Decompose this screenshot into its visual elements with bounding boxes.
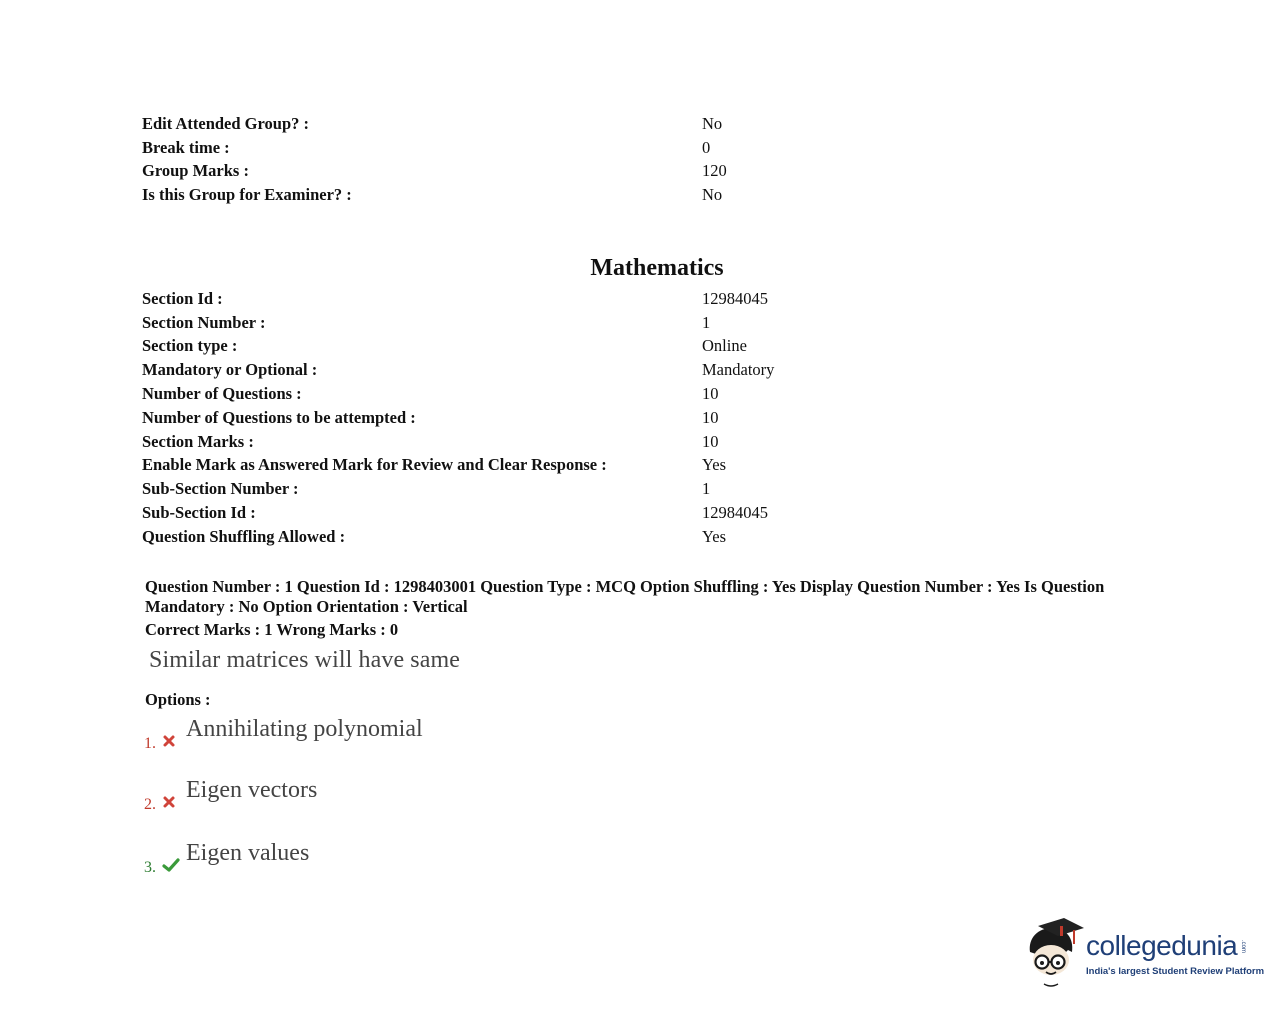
question-marks: Correct Marks : 1 Wrong Marks : 0 [145,620,399,639]
field-value: 0 [702,137,711,157]
option-number: 3. [144,859,156,876]
cross-icon [162,734,180,752]
field-value: 12984045 [702,288,768,308]
field-label: Break time : [142,137,230,157]
logo-wordmark: collegedunia [1086,930,1238,961]
mascot-icon [1024,916,1086,992]
field-label: Number of Questions : [142,384,302,404]
options-label: Options : [145,690,211,709]
group-info-row [142,112,902,136]
section-title: Mathematics [590,255,724,281]
section-info-row [142,406,902,430]
check-icon [162,857,180,875]
group-info-table [142,112,902,207]
group-info-row [142,136,902,160]
field-value: No [702,113,723,133]
section-info-row [142,335,902,359]
section-info-row [142,454,902,478]
field-value: 10 [702,384,719,404]
option-number: 2. [144,796,156,813]
field-value: 1 [702,312,711,332]
field-label: Section type : [142,336,238,356]
section-info-row [142,311,902,335]
field-value: 1 [702,479,711,499]
field-label: Number of Questions to be attempted : [142,407,416,427]
option-text: Annihilating polynomial [186,716,423,742]
field-value: Yes [702,455,727,475]
cross-icon [162,795,180,813]
field-label: Mandatory or Optional : [142,360,318,380]
field-value: Yes [702,526,727,546]
logo-suffix: .com [1240,940,1246,954]
field-label: Section Number : [142,312,266,332]
field-value: Online [702,336,747,356]
group-info-row [142,183,902,207]
section-info-row [142,477,902,501]
question-meta: Question Number : 1 Question Id : 1298403001 Question Type : MCQ Option Shuffling : Yes Display Question Number : Yes Is Question Mandatory : No Option Orientation : Vertical [145,577,1105,616]
section-info-table [142,287,902,549]
field-label: Question Shuffling Allowed : [142,526,346,546]
question-text: Similar matrices will have same [149,647,461,673]
collegedunia-logo [1024,916,1265,996]
field-value: 10 [702,407,719,427]
logo-tagline: India's largest Student Review Platform [1086,966,1265,977]
field-label: Is this Group for Examiner? : [142,185,352,205]
option-number: 1. [144,735,156,752]
section-info-row [142,501,902,525]
field-label: Section Id : [142,288,223,308]
field-value: 120 [702,161,727,181]
field-label: Section Marks : [142,431,254,451]
section-info-row [142,358,902,382]
section-info-row [142,382,902,406]
field-value: 10 [702,431,719,451]
field-label: Sub-Section Id : [142,503,256,523]
option-text: Eigen vectors [186,777,318,803]
field-label: Group Marks : [142,161,249,181]
section-info-row [142,287,902,311]
field-label: Enable Mark as Answered Mark for Review and Clear Response : [142,455,607,475]
field-value: 12984045 [702,503,768,523]
section-info-row [142,525,902,549]
section-info-row [142,430,902,454]
option-text: Eigen values [186,840,310,866]
field-label: Edit Attended Group? : [142,113,310,133]
field-value: Mandatory [702,360,775,380]
field-label: Sub-Section Number : [142,479,299,499]
field-value: No [702,185,723,205]
group-info-row [142,160,902,184]
